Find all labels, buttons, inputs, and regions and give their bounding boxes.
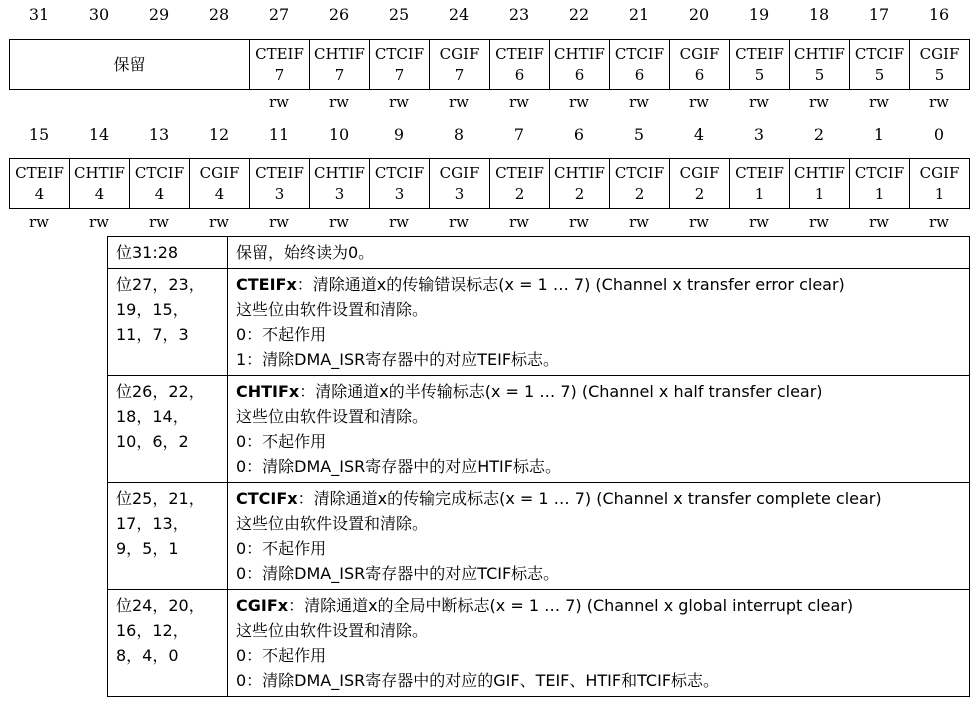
field-name: CTEIF — [735, 163, 784, 182]
field-name: CHTIFx — [236, 382, 300, 401]
bit-number: 6 — [573, 125, 585, 144]
description-cell — [228, 483, 970, 590]
bit-number: 31 — [28, 5, 50, 24]
field-name: CHTIF — [74, 163, 125, 182]
register-field — [250, 40, 310, 89]
description-line: 0：清除DMA_ISR寄存器中的对应TCIF标志。 — [236, 564, 560, 583]
register-field — [490, 40, 550, 89]
field-channel: 6 — [694, 65, 705, 84]
access-type: rw — [268, 93, 289, 111]
description-line: 这些位由软件设置和清除。 — [236, 407, 429, 426]
access-type: rw — [868, 93, 889, 111]
field-channel: 4 — [94, 184, 105, 203]
register-field — [670, 159, 730, 208]
bit-number: 23 — [508, 5, 530, 24]
field-channel: 5 — [754, 65, 765, 84]
bit-range: 位26，22， — [116, 382, 205, 401]
bit-number: 14 — [88, 125, 110, 144]
field-channel: 5 — [814, 65, 825, 84]
bit-number: 24 — [448, 5, 470, 24]
access-type: rw — [748, 213, 769, 231]
field-name: CTEIF — [15, 163, 64, 182]
field-name: CTEIF — [735, 44, 784, 63]
bit-range: 17，13， — [116, 514, 189, 533]
register-field — [610, 159, 670, 208]
access-type: rw — [808, 93, 829, 111]
field-channel: 7 — [274, 65, 285, 84]
bit-range-cell — [108, 237, 228, 269]
description-row — [108, 376, 970, 483]
field-name: CTEIFx — [236, 275, 297, 294]
field-channel: 3 — [394, 184, 405, 203]
bit-range: 16，12， — [116, 621, 189, 640]
access-type: rw — [688, 93, 709, 111]
field-channel: 3 — [454, 184, 465, 203]
bit-number: 16 — [928, 5, 950, 24]
bit-number: 5 — [633, 125, 645, 144]
field-channel: 1 — [874, 184, 885, 203]
register-field — [370, 40, 430, 89]
field-name: CTCIFx — [236, 489, 298, 508]
field-name: CTCIF — [134, 163, 185, 182]
field-name: CTCIF — [374, 44, 425, 63]
field-name: CGIF — [439, 163, 480, 182]
register-field — [670, 40, 730, 89]
bit-number: 22 — [568, 5, 590, 24]
field-channel: 4 — [154, 184, 165, 203]
bit-range: 18，14， — [116, 407, 189, 426]
bit-number: 15 — [28, 125, 50, 144]
description-line: 0：不起作用 — [236, 325, 327, 344]
field-channel: 6 — [514, 65, 525, 84]
access-type: rw — [388, 213, 409, 231]
bit-number: 10 — [328, 125, 350, 144]
bit-number: 3 — [753, 125, 765, 144]
bit-number: 9 — [393, 125, 405, 144]
access-type: rw — [928, 93, 949, 111]
access-type: rw — [508, 213, 529, 231]
register-field — [550, 40, 610, 89]
bit-range: 9，5，1 — [116, 539, 179, 558]
bit-number: 19 — [748, 5, 770, 24]
field-title: ：清除通道x的半传输标志(x = 1 … 7) (Channel x half transfer clear) — [299, 382, 823, 401]
register-field — [190, 159, 250, 208]
bit-number: 25 — [388, 5, 410, 24]
field-channel: 7 — [394, 65, 405, 84]
field-name: CGIF — [439, 44, 480, 63]
register-field — [550, 159, 610, 208]
field-title: ：清除通道x的传输完成标志(x = 1 … 7) (Channel x transfer complete clear) — [297, 489, 882, 508]
description-row — [108, 483, 970, 590]
register-field — [70, 159, 130, 208]
bit-number: 28 — [208, 5, 230, 24]
field-name: CHTIF — [314, 44, 365, 63]
bit-number: 18 — [808, 5, 830, 24]
bit-range-cell — [108, 376, 228, 483]
register-field — [730, 40, 790, 89]
access-type: rw — [148, 213, 169, 231]
bit-range: 位24，20， — [116, 596, 205, 615]
field-name: CGIF — [199, 163, 240, 182]
bit-number: 4 — [693, 125, 705, 144]
bit-number: 30 — [88, 5, 110, 24]
register-field — [790, 159, 850, 208]
reserved-label: 保留 — [113, 55, 146, 74]
field-name: CGIFx — [236, 596, 289, 615]
access-type: rw — [628, 93, 649, 111]
description-line: 1：清除DMA_ISR寄存器中的对应TEIF标志。 — [236, 350, 560, 369]
bit-range: 11，7，3 — [116, 325, 189, 344]
field-channel: 5 — [934, 65, 945, 84]
register-field — [310, 40, 370, 89]
description-cell — [228, 269, 970, 376]
description-title-line — [236, 593, 961, 618]
access-type: rw — [568, 213, 589, 231]
bit-number: 7 — [513, 125, 525, 144]
field-channel: 2 — [574, 184, 585, 203]
register-field — [730, 159, 790, 208]
bit-number: 27 — [268, 5, 290, 24]
access-type: rw — [808, 213, 829, 231]
field-name: CTCIF — [374, 163, 425, 182]
field-channel: 6 — [634, 65, 645, 84]
field-channel: 7 — [454, 65, 465, 84]
bit-range: 位27，23， — [116, 275, 205, 294]
bit-number: 17 — [868, 5, 890, 24]
bit-number: 8 — [453, 125, 465, 144]
access-type: rw — [928, 213, 949, 231]
field-name: CTCIF — [854, 163, 905, 182]
bit-range-cell — [108, 269, 228, 376]
field-name: CTCIF — [854, 44, 905, 63]
bit-number: 21 — [628, 5, 650, 24]
register-lower-row — [9, 158, 970, 209]
field-channel: 7 — [334, 65, 345, 84]
access-type: rw — [868, 213, 889, 231]
bit-range: 19，15， — [116, 300, 189, 319]
access-type: rw — [508, 93, 529, 111]
register-field — [130, 159, 190, 208]
field-channel: 1 — [814, 184, 825, 203]
description-line: 0：不起作用 — [236, 646, 327, 665]
register-field — [250, 159, 310, 208]
description-title-line — [236, 272, 961, 297]
field-channel: 4 — [34, 184, 45, 203]
bit-number: 13 — [148, 125, 170, 144]
description-cell — [228, 590, 970, 697]
field-name: CHTIF — [794, 163, 845, 182]
access-type: rw — [328, 213, 349, 231]
field-name: CHTIF — [554, 44, 605, 63]
field-channel: 2 — [694, 184, 705, 203]
description-line: 这些位由软件设置和清除。 — [236, 621, 429, 640]
bit-range: 8，4，0 — [116, 646, 179, 665]
description-line: 0：不起作用 — [236, 539, 327, 558]
description-row — [108, 590, 970, 697]
bit-range-cell — [108, 483, 228, 590]
field-title: ：清除通道x的传输错误标志(x = 1 … 7) (Channel x transfer error clear) — [296, 275, 845, 294]
register-field — [850, 159, 910, 208]
register-field — [10, 159, 70, 208]
register-field — [430, 159, 490, 208]
field-name: CTCIF — [614, 163, 665, 182]
register-field — [370, 159, 430, 208]
description-line: 0：清除DMA_ISR寄存器中的对应的GIF、TEIF、HTIF和TCIF标志。 — [236, 671, 720, 690]
bit-description-table — [107, 236, 970, 697]
field-name: CTEIF — [495, 44, 544, 63]
description-line: 0：清除DMA_ISR寄存器中的对应HTIF标志。 — [236, 457, 561, 476]
bit-range: 位31:28 — [116, 243, 179, 262]
description-row — [108, 237, 970, 269]
field-channel: 5 — [874, 65, 885, 84]
field-name: CHTIF — [554, 163, 605, 182]
field-channel: 2 — [634, 184, 645, 203]
access-type: rw — [268, 213, 289, 231]
access-type: rw — [88, 213, 109, 231]
access-type: rw — [748, 93, 769, 111]
description-line: 这些位由软件设置和清除。 — [236, 300, 429, 319]
bit-number: 11 — [268, 125, 290, 144]
register-field — [910, 40, 970, 89]
access-type: rw — [448, 213, 469, 231]
register-field — [610, 40, 670, 89]
field-channel: 3 — [274, 184, 285, 203]
description-row — [108, 269, 970, 376]
bit-range: 位25，21， — [116, 489, 205, 508]
description-line: 这些位由软件设置和清除。 — [236, 514, 429, 533]
description-cell — [228, 237, 970, 269]
field-name: CHTIF — [794, 44, 845, 63]
description-title-line — [236, 486, 961, 511]
field-channel: 1 — [934, 184, 945, 203]
register-upper-row — [9, 39, 970, 90]
bit-number: 2 — [813, 125, 825, 144]
field-channel: 2 — [514, 184, 525, 203]
access-type: rw — [28, 213, 49, 231]
field-name: CGIF — [679, 163, 720, 182]
field-channel: 4 — [214, 184, 225, 203]
field-title: ：清除通道x的全局中断标志(x = 1 … 7) (Channel x global interrupt clear) — [288, 596, 854, 615]
field-name: CHTIF — [314, 163, 365, 182]
bit-number: 26 — [328, 5, 350, 24]
field-channel: 3 — [334, 184, 345, 203]
register-field — [310, 159, 370, 208]
field-channel: 1 — [754, 184, 765, 203]
field-name: CTEIF — [495, 163, 544, 182]
register-field — [790, 40, 850, 89]
bit-number: 12 — [208, 125, 230, 144]
field-name: CTEIF — [255, 163, 304, 182]
access-type: rw — [328, 93, 349, 111]
register-field — [850, 40, 910, 89]
register-field — [910, 159, 970, 208]
field-name: CGIF — [919, 44, 960, 63]
bit-number: 29 — [148, 5, 170, 24]
description-cell — [228, 376, 970, 483]
description-title-line — [236, 379, 961, 404]
field-channel: 6 — [574, 65, 585, 84]
bit-number: 1 — [873, 125, 885, 144]
field-name: CGIF — [919, 163, 960, 182]
field-name: CTCIF — [614, 44, 665, 63]
bit-range-cell — [108, 590, 228, 697]
description-line: 0：不起作用 — [236, 432, 327, 451]
description-line: 保留，始终读为0。 — [236, 243, 375, 262]
register-field — [490, 159, 550, 208]
bit-number: 20 — [688, 5, 710, 24]
field-name: CTEIF — [255, 44, 304, 63]
register-field — [430, 40, 490, 89]
access-type: rw — [208, 213, 229, 231]
reserved-field — [10, 40, 250, 89]
access-type: rw — [568, 93, 589, 111]
access-type: rw — [388, 93, 409, 111]
field-name: CGIF — [679, 44, 720, 63]
access-type: rw — [628, 213, 649, 231]
access-type: rw — [688, 213, 709, 231]
access-type: rw — [448, 93, 469, 111]
bit-range: 10，6，2 — [116, 432, 189, 451]
bit-number: 0 — [933, 125, 945, 144]
